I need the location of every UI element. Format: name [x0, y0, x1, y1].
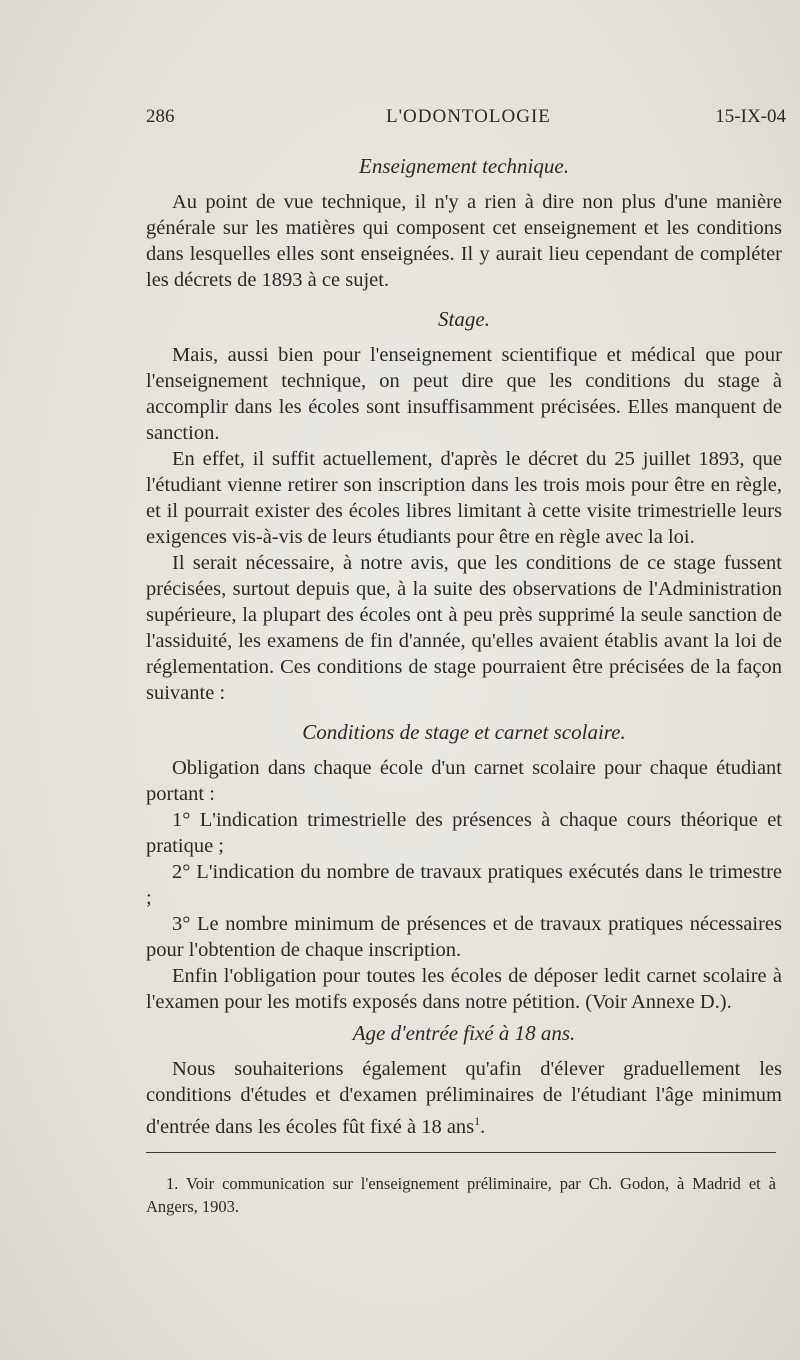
paragraph-technical: Au point de vue technique, il n'y a rien à dire non plus d'une manière générale sur les matières qui composent cet enseignement et les conditions dans lesquelles elles sont enseignées. Il y aurait lieu cependant de compléter les décrets de 1893 à ce sujet. — [146, 191, 782, 291]
paragraph-carnet: Enfin l'obligation pour toutes les écoles de déposer ledit carnet scolaire à l'examen pour les motifs exposés dans notre pétition. (Voir Annexe D.). — [146, 965, 782, 1013]
page-body — [146, 148, 782, 1140]
paragraph-age-end: . — [480, 1115, 486, 1138]
paragraph-stage-3: Il serait nécessaire, à notre avis, que les conditions de ce stage fussent précisées, surtout depuis que, à la suite des observations de l'Administration supérieure, la plupart des écoles ont à peu près supprimé la seule sanction de l'assiduité, les examens de fin d'année, qu'elles avaient établis avant la loi de réglementation. Ces conditions de stage pourraient être précisées de la façon suivante : — [146, 552, 782, 704]
footnote-reference: 1 — [474, 1114, 481, 1128]
section-heading-technical: Enseignement technique. — [359, 154, 569, 178]
paragraph-conditions: Obligation dans chaque école d'un carnet scolaire pour chaque étudiant portant : — [146, 757, 782, 805]
list-item-3: 3° Le nombre minimum de présences et de travaux pratiques nécessaires pour l'obtention de chaque inscription. — [146, 913, 782, 961]
paragraph-stage-2: En effet, il suffit actuellement, d'après le décret du 25 juillet 1893, que l'étudiant vienne retirer son inscription dans les trois mois pour être en règle, et il pourrait exister des écoles libres limitant à cette visite trimestrielle leurs exigences vis-à-vis de leurs étudiants pour être en règle avec la loi. — [146, 448, 782, 548]
page-header — [146, 106, 786, 136]
list-item-1: 1° L'indication trimestrielle des présences à chaque cours théorique et pratique ; — [146, 809, 782, 857]
footnote: 1. Voir communication sur l'enseignement préliminaire, par Ch. Godon, à Madrid et à Angers, 1903. — [146, 1174, 776, 1216]
footnote-divider — [146, 1152, 776, 1153]
list-item-2: 2° L'indication du nombre de travaux pratiques exécutés dans le trimestre ; — [146, 861, 782, 909]
paragraph-stage-1: Mais, aussi bien pour l'enseignement scientifique et médical que pour l'enseignement technique, on peut dire que les conditions du stage à accomplir dans les écoles sont insuffisamment précisées. Elles manquent de sanction. — [146, 344, 782, 444]
section-heading-stage: Stage. — [438, 307, 490, 331]
running-title: L'ODONTOLOGIE — [386, 106, 551, 127]
section-heading-age: Age d'entrée fixé à 18 ans. — [352, 1021, 576, 1045]
paragraph-age-text: Nous souhaiterions également qu'afin d'élever graduellement les conditions d'études et d'examen préliminaires de l'étudiant l'âge minimum d'entrée dans les écoles fût fixé à 18 ans — [146, 1058, 782, 1138]
paragraph-age — [146, 1056, 782, 1140]
issue-date: 15-IX-04 — [715, 106, 786, 127]
page-number: 286 — [146, 106, 175, 127]
section-heading-conditions: Conditions de stage et carnet scolaire. — [302, 720, 626, 744]
